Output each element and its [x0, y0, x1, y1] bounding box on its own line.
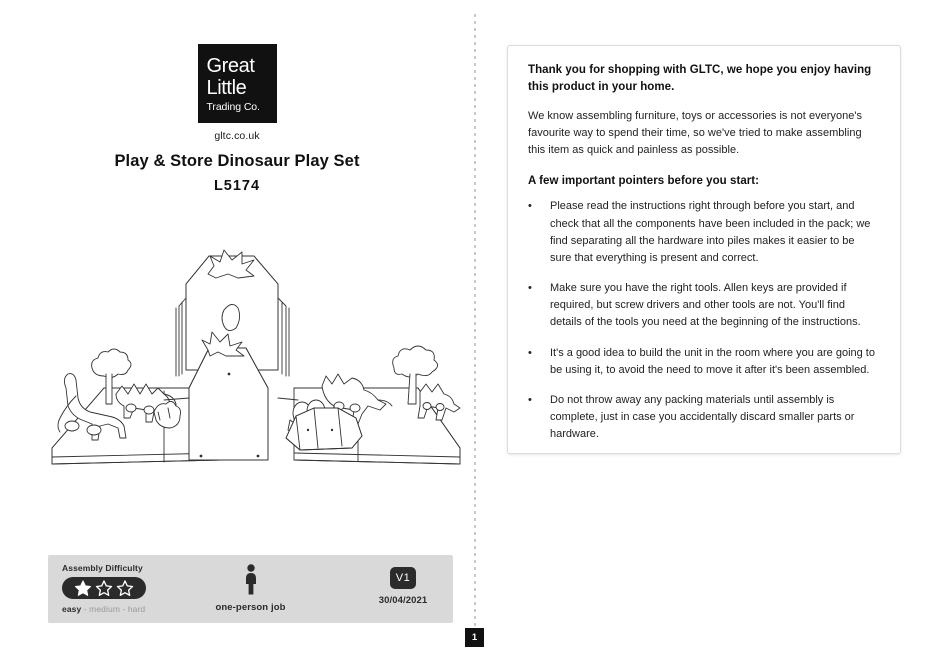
assembly-info-bar — [48, 555, 453, 623]
difficulty-label: Assembly Difficulty — [62, 563, 143, 573]
logo-line-trading-co: Trading Co. — [206, 101, 260, 113]
dinosaur-play-set-illustration — [46, 248, 466, 488]
panel-intro-paragraph: We know assembling furniture, toys or accessories is not everyone's favourite way to spend their time, so we've tried to make assembling this item as quick and painless as possible. — [528, 110, 862, 157]
list-item-text: Do not throw away any packing materials until assembly is complete, just in case you accidentally discard smaller parts or hardware. — [550, 393, 855, 441]
welcome-panel — [507, 45, 901, 454]
product-code: L5174 — [213, 178, 261, 194]
revision-date: 30/04/2021 — [378, 595, 428, 606]
list-item — [528, 345, 878, 379]
list-item — [528, 392, 878, 443]
version-block — [367, 567, 439, 606]
list-item-text: Make sure you have the right tools. Allen keys are provided if required, but screw drivers and other tools are not. You'll find details of the tools you need at the beginning of the instructions. — [550, 282, 861, 329]
list-item — [528, 198, 878, 267]
brand-logo-block — [0, 44, 474, 142]
logo-line-little: Little — [206, 77, 247, 99]
gltc-logo — [198, 44, 277, 123]
bullet-icon: • — [528, 346, 532, 359]
page-number-badge: 1 — [465, 628, 484, 647]
bullet-icon: • — [528, 282, 532, 295]
brand-website: gltc.co.uk — [214, 130, 260, 142]
logo-line-great: Great — [206, 55, 255, 77]
person-job-label: one-person job — [215, 602, 286, 613]
scale-label-medium-hard: - medium - hard — [81, 604, 146, 614]
pointers-list — [528, 198, 878, 443]
page-title: Play & Store Dinosaur Play Set — [114, 152, 360, 170]
left-column — [0, 0, 474, 668]
list-item-text: It's a good idea to build the unit in the room where you are going to be using it, to avoid the need to move it after it's been assembled. — [550, 346, 875, 376]
scale-label-easy: easy — [62, 604, 82, 614]
bullet-icon: • — [528, 393, 532, 406]
list-item-text: Please read the instructions right through before you start, and check that all the components have been included in the pack; we find separating all the hardware into piles makes it easier to be sure that everything is present and correct. — [550, 200, 871, 264]
version-badge: V1 — [390, 567, 416, 589]
list-item — [528, 280, 878, 331]
panel-subheading: A few important pointers before you start: — [528, 175, 760, 188]
bullet-icon: • — [528, 200, 532, 213]
page-fold-divider — [474, 14, 476, 628]
panel-heading: Thank you for shopping with GLTC, we hope you enjoy having this product in your home. — [528, 64, 872, 93]
